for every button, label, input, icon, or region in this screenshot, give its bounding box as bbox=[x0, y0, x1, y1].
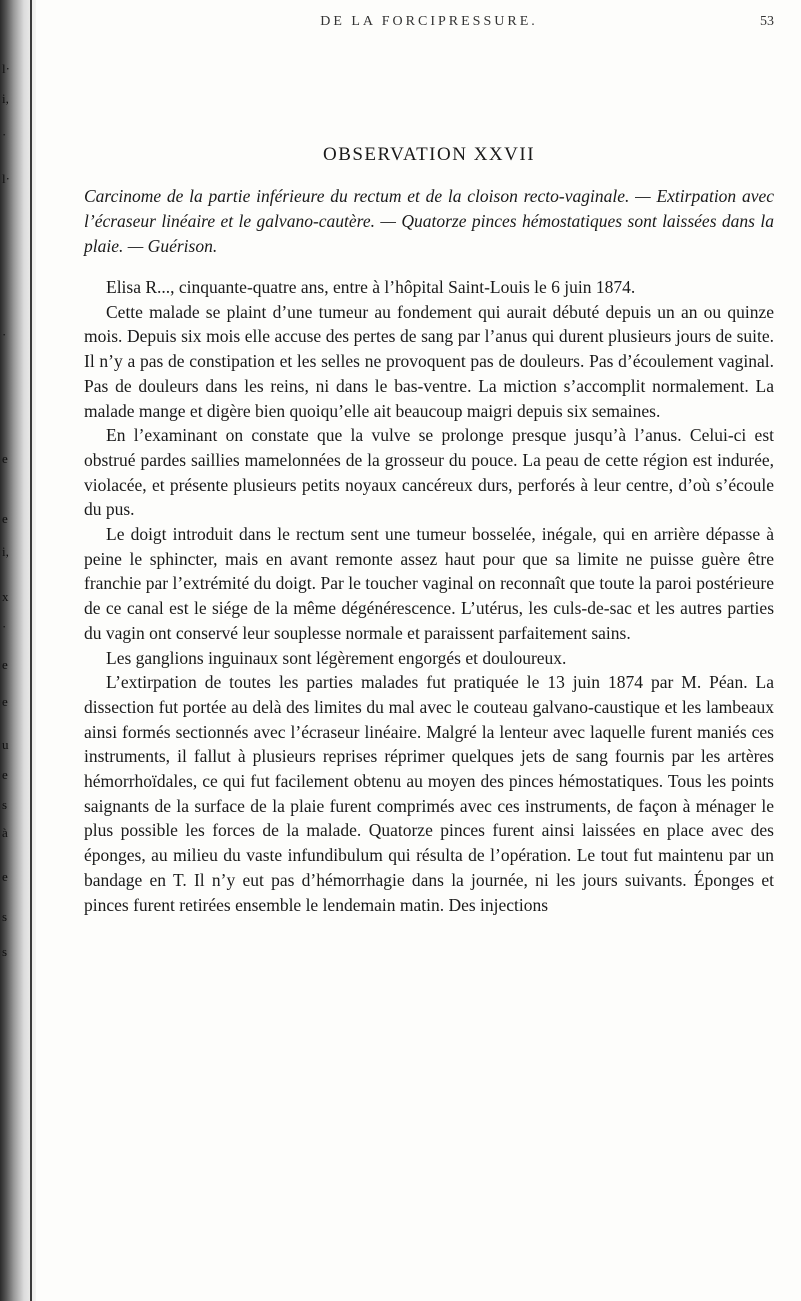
page-number: 53 bbox=[760, 14, 774, 29]
margin-fragment: i, bbox=[2, 91, 9, 106]
margin-fragment: i, bbox=[2, 544, 9, 559]
margin-fragment: à bbox=[2, 825, 8, 840]
page-binding-line bbox=[30, 0, 32, 1301]
paragraph-examination: En l’examinant on constate que la vulve se prolonge presque jusqu’à l’anus. Celui-ci est obstrué pardes saillies mamelonnées de la grosseur du pouce. La peau de cette région est indurée, violacée, et présente plusieurs petits noyaux cancéreux durs, perforés à leur centre, d’où s’écoule du pus. bbox=[84, 425, 774, 520]
observation-summary: Carcinome de la partie inférieure du rectum et de la cloison recto-vaginale. — Extirpation avec l’écraseur linéaire et le galvano-cautère. — Quatorze pinces hémostatiques sont laissées dans la plaie. — Guérison. bbox=[84, 186, 774, 256]
margin-fragment: e bbox=[2, 657, 8, 672]
margin-fragment: l· bbox=[2, 171, 10, 186]
paragraph-ganglions: Les ganglions inguinaux sont légèrement engorgés et douloureux. bbox=[106, 647, 567, 668]
margin-fragment: s bbox=[2, 909, 8, 924]
margin-fragment: e bbox=[2, 451, 8, 466]
margin-fragment: l· bbox=[2, 61, 10, 76]
margin-fragment: u bbox=[2, 737, 9, 752]
margin-fragment: e bbox=[2, 767, 8, 782]
book-page bbox=[84, 8, 774, 917]
margin-fragment: x bbox=[2, 589, 9, 604]
paragraph-rectal-exam: Le doigt introduit dans le rectum sent une tumeur bosselée, inégale, qui en arrière dépasse à peine le sphincter, mais en avant remonte assez haut pour que sa limite ne puisse guère être franchie par l’extrémité du doigt. Par le toucher vaginal on reconnaît que toute la paroi postérieure de ce canal est le siége de la même dégénérescence. L’utérus, les culs-de-sac et les autres parties du vagin ont conservé leur souplesse normale et paraissent parfaitement sains. bbox=[84, 524, 774, 643]
paragraph-history: Cette malade se plaint d’une tumeur au fondement qui aurait débuté depuis un an ou quinze mois. Depuis six mois elle accuse des pertes de sang par l’anus qui durent plusieurs jours de suite. Il n’y a pas de constipation et les selles ne provoquent pas de douleurs. Pas d’écoulement vaginal. Pas de douleurs dans les reins, ni dans le bas-ventre. La miction s’accomplit normalement. La malade mange et digère bien quoiqu’elle ait beaucoup maigri depuis six semaines. bbox=[84, 301, 774, 421]
margin-fragment: · bbox=[2, 127, 7, 142]
margin-fragment: s bbox=[2, 797, 8, 812]
running-head bbox=[84, 8, 774, 38]
margin-fragment: · bbox=[2, 327, 7, 342]
margin-fragment: e bbox=[2, 511, 8, 526]
margin-fragment: s bbox=[2, 944, 8, 959]
running-head-title: DE LA FORCIPRESSURE. bbox=[320, 14, 538, 29]
margin-fragment: e bbox=[2, 694, 8, 709]
paragraph-patient: Elisa R..., cinquante-quatre ans, entre à l’hôpital Saint-Louis le 6 juin 1874. bbox=[106, 277, 636, 297]
left-margin-bleed bbox=[2, 0, 18, 1301]
margin-fragment: · bbox=[2, 619, 7, 634]
margin-fragment: e bbox=[2, 869, 8, 884]
paragraph-operation: L’extirpation de toutes les parties malades fut pratiquée le 13 juin 1874 par M. Péan. La dissection fut portée au delà des limites du mal avec le couteau galvano-caustique et les lambeaux ainsi formés sectionnés avec l’écraseur linéaire. Malgré la lenteur avec laquelle furent maniés ces instruments, il fallut à plusieurs reprises réprimer quelques jets de sang fournis par les artères hémorrhoïdales, ce qui fut facilement obtenu au moyen des pinces hémostatiques. Tous les points saignants de la surface de la plaie furent comprimés avec ces instruments, de façon à ménager le plus possible les forces de la malade. Quatorze pinces furent ainsi laissées en place avec des éponges, au milieu du vaste infundibulum qui résulta de l’opération. Le tout fut maintenu par un bandage en T. Il n’y eut pas d’hémorrhagie dans la journée, ni les jours suivants. Éponges et pinces furent retirées ensemble le lendemain matin. Des injections bbox=[84, 672, 774, 915]
observation-body bbox=[84, 275, 774, 917]
observation-title: OBSERVATION XXVII bbox=[322, 144, 536, 165]
